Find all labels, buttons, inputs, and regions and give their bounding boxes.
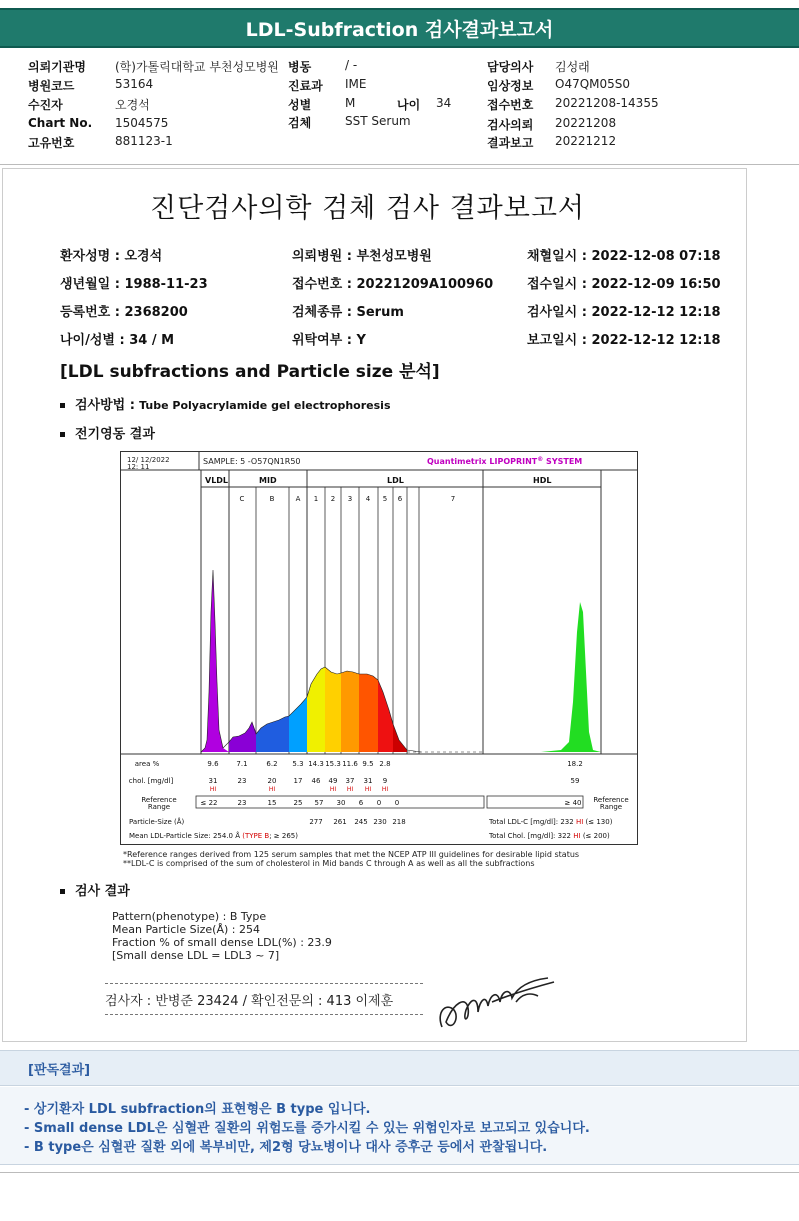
densitometry-trace <box>201 570 601 752</box>
ref-label-2: Range <box>147 803 171 811</box>
chol-5: 9 <box>382 777 388 785</box>
area-3: 11.6 <box>342 760 358 768</box>
specimen-type: 검체종류 : Serum <box>292 305 404 320</box>
chol-1: 46 <box>311 777 321 785</box>
order-info-grid <box>0 55 799 155</box>
chol-a: 17 <box>293 777 303 785</box>
band-5: 5 <box>382 495 388 503</box>
divider <box>0 164 799 165</box>
ref-5: 0 <box>394 799 400 807</box>
result-heading: 검사 결과 <box>75 884 130 899</box>
band-3: 3 <box>347 495 353 503</box>
age-label: 나이 <box>397 98 421 112</box>
ref-label-hdl-2: Range <box>599 803 623 811</box>
electrophoresis-chart <box>120 451 638 845</box>
band-letters <box>240 495 456 503</box>
clinical-value: O47QM05S0 <box>555 77 631 91</box>
doctor-value: 김성래 <box>555 60 590 74</box>
ref-2: 30 <box>336 799 346 807</box>
chol-b: 20 <box>267 777 277 785</box>
report-date-label: 결과보고 <box>487 136 534 150</box>
report-date-value: 20221212 <box>555 134 617 148</box>
trace-1 <box>307 667 325 752</box>
area-4: 9.5 <box>362 760 374 768</box>
footnote-2: **LDL-C is comprised of the sum of cholesterol in Mid bands C through A as well as all the subfractions <box>123 859 535 868</box>
ward-label: 병동 <box>288 60 312 74</box>
bullet-icon <box>60 432 65 437</box>
institution-value: (학)가톨릭대학교 부천성모병원 <box>115 60 279 74</box>
hi-flags <box>210 786 389 793</box>
chart-brand: Quantimetrix LIPOPRINT® SYSTEM <box>427 456 583 466</box>
electro-label: 전기영동 결과 <box>75 427 155 442</box>
mean-size: Mean LDL-Particle Size: 254.0 Å (TYPE B; ≥ 265) <box>129 832 298 840</box>
band-1: 1 <box>313 495 319 503</box>
trace-3 <box>341 671 359 752</box>
area-label: area % <box>134 760 160 768</box>
signatory: 검사자 : 반병준 23424 / 확인전문의 : 413 이제훈 <box>105 994 394 1009</box>
ref-c: 23 <box>237 799 247 807</box>
result-row <box>60 880 130 899</box>
chol-c: 23 <box>237 777 247 785</box>
judgement-header <box>0 1050 799 1086</box>
hospital-code-value: 53164 <box>115 77 154 91</box>
chart-sample: SAMPLE: 5 -O57QN1R50 <box>203 457 301 466</box>
trace-a <box>289 697 307 752</box>
judgement-line-1: - 상기환자 LDL subfraction의 표현형은 B type 입니다. <box>24 1102 371 1117</box>
area-2: 15.3 <box>325 760 341 768</box>
age-value: 34 <box>436 96 452 110</box>
ref-row <box>201 799 582 807</box>
ref-label-hdl-1: Reference <box>593 796 629 804</box>
result-mean-size: Mean Particle Size(Å) : 254 <box>112 923 260 936</box>
band-2: 2 <box>330 495 336 503</box>
band-b: B <box>269 495 275 503</box>
ps-5: 218 <box>392 818 406 826</box>
electro-row <box>60 423 155 442</box>
area-1: 14.3 <box>308 760 324 768</box>
clinical-label: 임상정보 <box>487 79 534 93</box>
band-c: C <box>239 495 245 503</box>
method-label: 검사방법 : <box>75 398 135 413</box>
mid-label: MID <box>259 476 277 485</box>
particle-size-row <box>309 818 405 826</box>
band-dividers <box>201 470 601 754</box>
area-hdl: 18.2 <box>567 760 583 768</box>
request-value: 20221208 <box>555 116 617 130</box>
hi-5: HI <box>381 786 389 793</box>
chol-row <box>129 777 580 785</box>
chart-time: 12: 11 <box>127 463 150 471</box>
result-fraction: Fraction % of small dense LDL(%) : 23.9 <box>112 936 332 949</box>
total-chol: Total Chol. [mg/dl]: 322 HI (≤ 200) <box>489 832 610 840</box>
outsourced: 위탁여부 : Y <box>292 333 366 348</box>
area-a: 5.3 <box>292 760 304 768</box>
chart-no-label: Chart No. <box>28 116 93 130</box>
hi-b: HI <box>268 786 276 793</box>
birth-date: 생년월일 : 1988-11-23 <box>60 277 208 292</box>
ref-3: 6 <box>358 799 364 807</box>
age-sex: 나이/성별 : 34 / M <box>60 333 175 348</box>
ref-1: 57 <box>314 799 324 807</box>
dept-label: 진료과 <box>288 79 323 93</box>
receipt-label: 접수번호 <box>487 98 534 112</box>
hi-2: HI <box>329 786 337 793</box>
bullet-icon <box>60 889 65 894</box>
ps-4: 230 <box>373 818 387 826</box>
lab-report-title: 진단검사의학 검체 검사 결과보고서 <box>150 193 585 224</box>
hospital-code-label: 병원코드 <box>28 79 75 93</box>
receipt-datetime: 접수일시 : 2022-12-09 16:50 <box>527 277 721 292</box>
trace-4 <box>359 674 378 752</box>
chol-vldl: 31 <box>208 777 218 785</box>
area-row <box>135 760 583 768</box>
specimen-label: 검체 <box>288 116 312 130</box>
test-datetime: 검사일시 : 2022-12-12 12:18 <box>527 305 721 320</box>
hdl-label: HDL <box>533 476 552 485</box>
trace-hdl <box>541 602 601 752</box>
ref-a: 25 <box>293 799 303 807</box>
receipt-number: 접수번호 : 20221209A100960 <box>292 277 494 292</box>
doctor-label: 담당의사 <box>487 60 534 74</box>
judgement-line-2: - Small dense LDL은 심혈관 질환의 위험도를 증가시킬 수 있는 위험인자로 보고되고 있습니다. <box>24 1121 590 1136</box>
chol-label: chol. [mg/dl] <box>128 777 174 785</box>
band-7: 7 <box>450 495 456 503</box>
chol-2: 49 <box>328 777 338 785</box>
trace-b <box>256 716 289 752</box>
area-c: 7.1 <box>236 760 248 768</box>
registration-number: 등록번호 : 2368200 <box>60 305 188 320</box>
chart-no-value: 1504575 <box>115 116 169 130</box>
chart-date: 12/ 12/2022 <box>127 456 170 464</box>
examinee-value: 오경석 <box>115 98 150 112</box>
section-heading: [LDL subfractions and Particle size 분석] <box>60 362 440 382</box>
hi-vldl: HI <box>209 786 217 793</box>
area-5: 2.8 <box>379 760 391 768</box>
chol-4: 31 <box>363 777 373 785</box>
request-hospital: 의뢰병원 : 부천성모병원 <box>292 249 432 264</box>
chol-3: 37 <box>345 777 355 785</box>
vldl-label: VLDL <box>205 476 229 485</box>
unique-value: 881123-1 <box>115 134 173 148</box>
sex-label: 성별 <box>288 98 312 112</box>
band-a: A <box>295 495 301 503</box>
ps-1: 277 <box>309 818 323 826</box>
area-vldl: 9.6 <box>207 760 219 768</box>
institution-label: 의뢰기관명 <box>28 60 86 74</box>
bullet-icon <box>60 403 65 408</box>
ldl-label: LDL <box>387 476 404 485</box>
sign-divider-bottom <box>105 1014 423 1015</box>
specimen-value: SST Serum <box>345 114 411 128</box>
collect-datetime: 채혈일시 : 2022-12-08 07:18 <box>527 249 721 264</box>
examinee-label: 수진자 <box>28 98 63 112</box>
hi-4: HI <box>364 786 372 793</box>
sex-value: M <box>345 96 356 110</box>
dept-value: IME <box>345 77 367 91</box>
report-datetime: 보고일시 : 2022-12-12 12:18 <box>527 333 721 348</box>
particle-size-label: Particle-Size (Å) <box>129 818 185 826</box>
ref-4: 0 <box>376 799 382 807</box>
footnote-1: *Reference ranges derived from 125 serum samples that met the NCEP ATP III guidelines for desirable lipid status <box>123 850 580 859</box>
ps-3: 245 <box>354 818 368 826</box>
sign-divider-top <box>105 983 423 984</box>
chol-hdl: 59 <box>570 777 580 785</box>
band-4: 4 <box>365 495 371 503</box>
judgement-title: [판독결과] <box>28 1063 91 1078</box>
signature-image <box>432 972 562 1040</box>
receipt-value: 20221208-14355 <box>555 96 659 110</box>
request-label: 검사의뢰 <box>487 118 534 132</box>
total-ldl: Total LDL-C [mg/dl]: 232 HI (≤ 130) <box>489 818 613 826</box>
report-title-bar: LDL-Subfraction 검사결과보고서 <box>0 8 799 48</box>
result-definition: [Small dense LDL = LDL3 ~ 7] <box>112 949 280 962</box>
method-value: Tube Polyacrylamide gel electrophoresis <box>139 399 391 412</box>
unique-label: 고유번호 <box>28 136 75 150</box>
method-row <box>60 394 391 413</box>
judgement-line-3: - B type은 심혈관 질환 외에 복부비만, 제2형 당뇨병이나 대사 증후군 등에서 관찰됩니다. <box>24 1140 548 1155</box>
hi-3: HI <box>346 786 354 793</box>
ref-label-1: Reference <box>141 796 177 804</box>
bottom-divider <box>0 1172 799 1173</box>
band-6: 6 <box>397 495 403 503</box>
area-b: 6.2 <box>266 760 278 768</box>
ref-hdl: ≥ 40 <box>564 799 582 807</box>
patient-name: 환자성명 : 오경석 <box>60 249 163 264</box>
ref-b: 15 <box>267 799 277 807</box>
result-pattern: Pattern(phenotype) : B Type <box>112 910 267 923</box>
trace-vldl <box>201 570 229 752</box>
chart-svg <box>121 452 637 844</box>
ps-2: 261 <box>333 818 347 826</box>
ref-vldl: ≤ 22 <box>200 799 218 807</box>
ward-value: / - <box>345 58 358 72</box>
trace-2 <box>325 667 341 752</box>
